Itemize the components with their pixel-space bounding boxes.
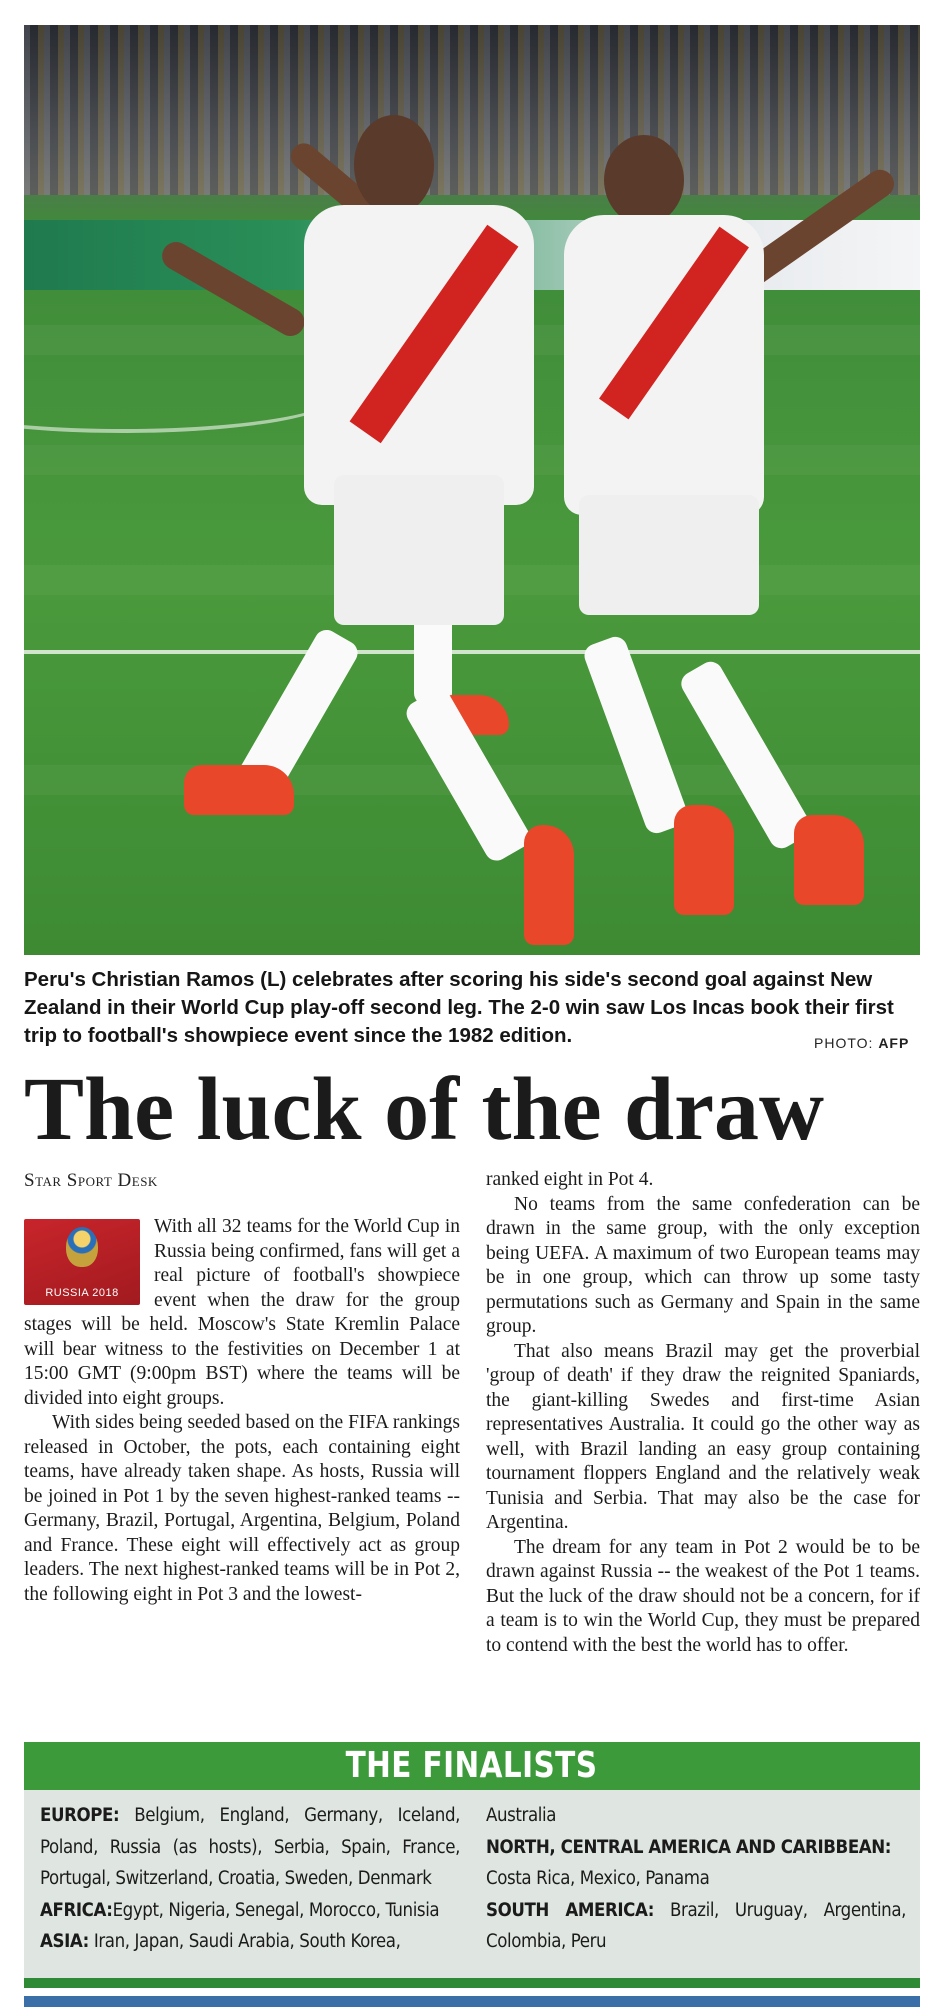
region-label-africa: AFRICA: — [40, 1899, 113, 1921]
player-number-15 — [144, 85, 604, 955]
article-column-2 — [486, 1168, 920, 1658]
finalists-title-bar — [24, 1742, 920, 1790]
logo-text: RUSSIA 2018 — [45, 1287, 119, 1299]
finalists-title: THE FINALISTS — [346, 1745, 598, 1786]
region-teams-ncac: Costa Rica, Mexico, Panama — [486, 1868, 710, 1889]
divider — [24, 1996, 920, 2007]
photo-credit-source: AFP — [878, 1035, 910, 1051]
region-teams-europe: Belgium, England, Germany, Iceland, Poland, Russia (as hosts), Serbia, Spain, France, Portugal, Switzerland, Croatia, Sweden, Denmark — [40, 1805, 460, 1889]
region-label-ncac: NORTH, CENTRAL AMERICA AND CARIBBEAN: — [486, 1836, 892, 1858]
region-label-asia: ASIA: — [40, 1931, 89, 1952]
region-teams-africa: Egypt, Nigeria, Senegal, Morocco, Tunisia — [112, 1899, 440, 1921]
region-teams-south-america: Brazil, Uruguay, Argentina, Colombia, Peru — [486, 1899, 907, 1952]
region-label-europe: EUROPE: — [40, 1805, 120, 1826]
article-column-1 — [24, 1215, 460, 1607]
paragraph: ranked eight in Pot 4. — [486, 1169, 654, 1190]
paragraph: That also means Brazil may get the proverbial 'group of death' if they draw the reignited Spaniards, the giant-killing Swedes and first-time Asian representatives Australia. It could go the other way as well, with Brazil landing an easy group containing tournament floppers England and the relatively weak Tunisia and Serbia. That may also be the case for Argentina. — [486, 1340, 920, 1533]
paragraph: No teams from the same confederation can be drawn in the same group, with the only exception being UEFA. A maximum of two European teams may be in one group, which can throw up some tasty permutations such as Germany and Spain in the same group. — [486, 1193, 920, 1337]
divider — [24, 1978, 920, 1988]
world-cup-logo — [24, 1219, 140, 1305]
region-teams-asia-cont: Australia — [486, 1805, 557, 1826]
trophy-icon — [66, 1227, 98, 1267]
byline: Star Sport Desk — [24, 1170, 158, 1191]
photo-credit — [814, 1035, 909, 1051]
photo-credit-label: PHOTO: — [814, 1035, 874, 1051]
region-teams-asia: Iran, Japan, Saudi Arabia, South Korea, — [93, 1931, 401, 1952]
hero-photo — [24, 25, 920, 955]
paragraph: The dream for any team in Pot 2 would be to be drawn against Russia -- the weakest of the Pot 1 teams. But the luck of the draw should not be a concern, for if a team is to win the World Cup, they must be prepared to contend with the best the world has to offer. — [486, 1536, 920, 1656]
finalists-column-1 — [40, 1800, 460, 1958]
photo-caption: Peru's Christian Ramos (L) celebrates after scoring his side's second goal against New Zealand in their World Cup play-off second leg. The 2-0 win saw Los Incas book their first trip to football's showpiece event since the 1982 edition. — [24, 968, 894, 1047]
finalists-column-2 — [486, 1800, 906, 1958]
paragraph: With all 32 teams for the World Cup in Russia being confirmed, fans will get a real picture of football's showpiece event when the draw for the group stages will be held. Moscow's State Kremlin Palace will bear witness to the festivities on December 1 at 15:00 GMT (9:00pm BST) where the teams will be divided into eight groups. — [24, 1216, 460, 1409]
headline: The luck of the draw — [24, 1060, 825, 1159]
region-label-south-america: SOUTH AMERICA: — [486, 1899, 655, 1921]
paragraph: With sides being seeded based on the FIFA rankings released in October, the pots, each containing eight teams, have already taken shape. As hosts, Russia will be joined in Pot 1 by the seven highest-ranked teams -- Germany, Brazil, Portugal, Argentina, Belgium, Poland and France. These eight will effectively act as group leaders. The next highest-ranked teams will be in Pot 2, the following eight in Pot 3 and the lowest- — [24, 1412, 460, 1605]
